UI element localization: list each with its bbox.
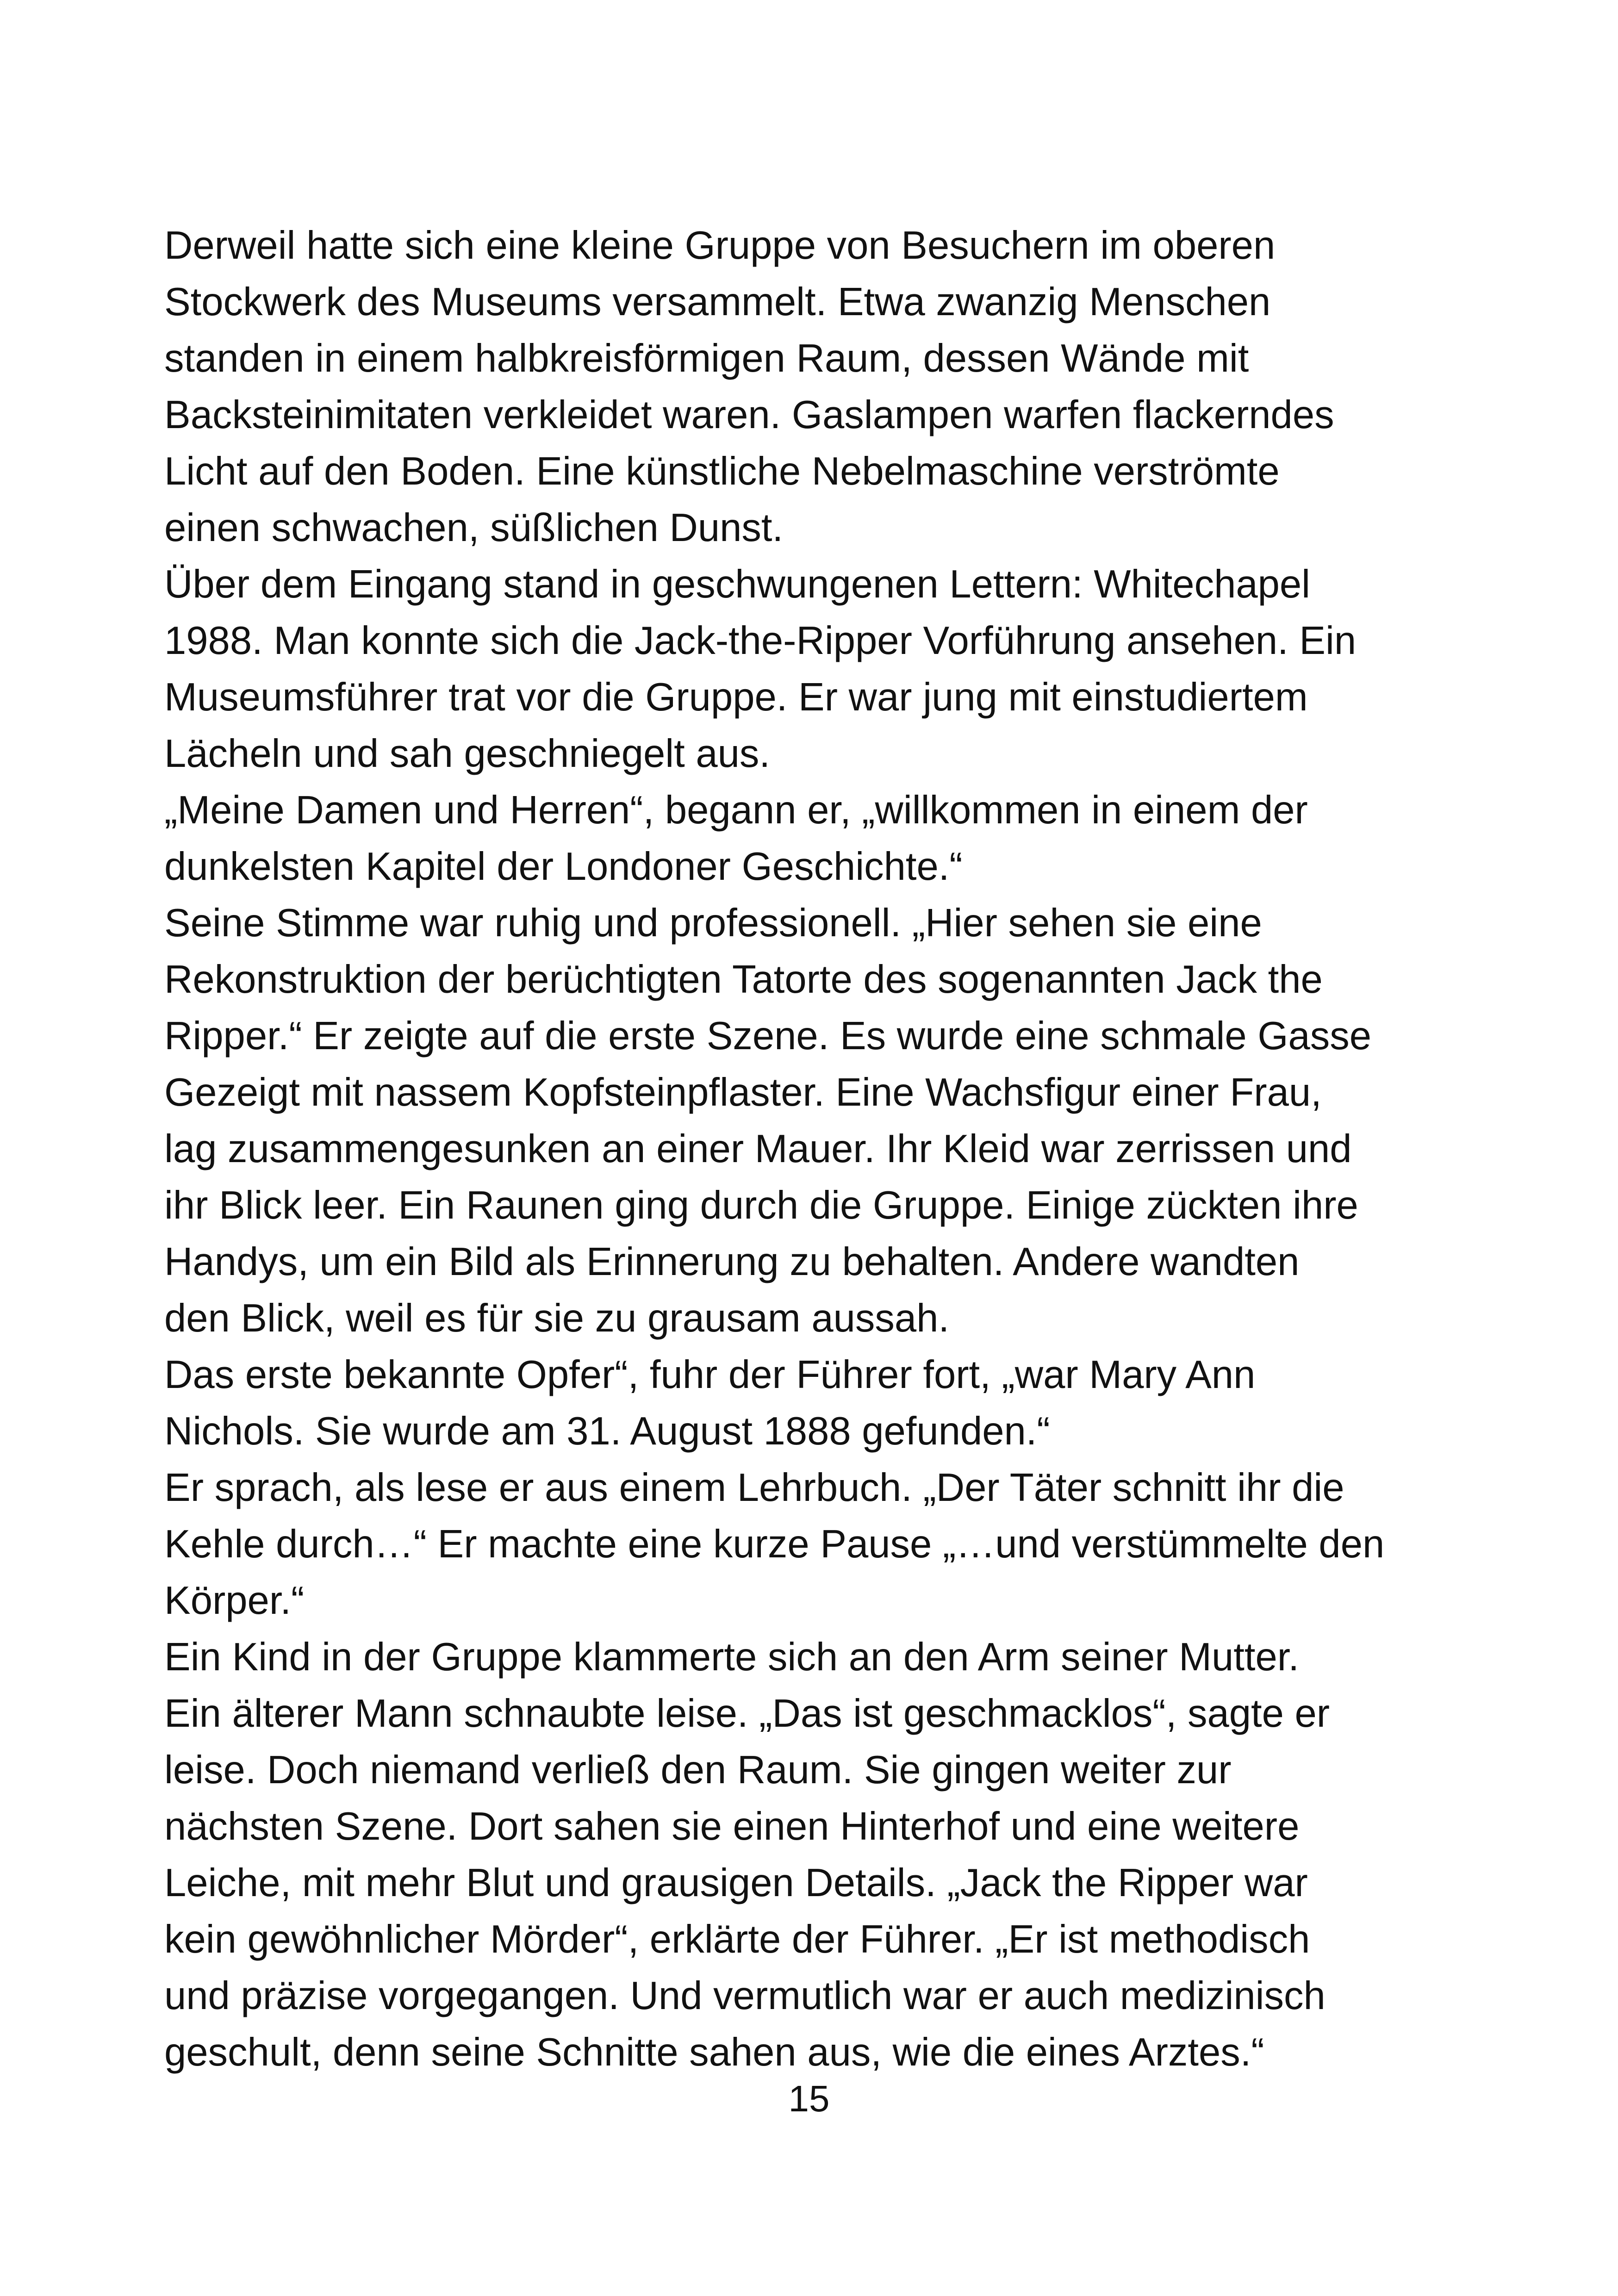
paragraph-3: „Meine Damen und Herren“, begann er, „willkommen in einem der dunkelsten Kapitel der Londoner Geschichte.“ [164, 788, 1308, 889]
page-number: 15 [788, 2078, 830, 2119]
paragraph-5: Das erste bekannte Opfer“, fuhr der Führer fort, „war Mary Ann Nichols. Sie wurde am 31. August 1888 gefunden.“ [164, 1353, 1256, 1453]
body-text [164, 218, 1488, 2081]
paragraph-6: Er sprach, als lese er aus einem Lehrbuch. „Der Täter schnitt ihr die Kehle durch…“ Er machte eine kurze Pause „…und verstümmelte den Körper.“ [164, 1466, 1385, 1623]
paragraph-1: Derweil hatte sich eine kleine Gruppe von Besuchern im oberen Stockwerk des Museums versammelt. Etwa zwanzig Menschen standen in einem halbkreisförmigen Raum, dessen Wände mit Backsteinimitaten verkleidet waren. Gaslampen warfen flackerndes Licht auf den Boden. Eine künstliche Nebelmaschine verströmte einen schwachen, süßlichen Dunst. [164, 224, 1334, 550]
paragraph-7: Ein Kind in der Gruppe klammerte sich an den Arm seiner Mutter. Ein älterer Mann schnaubte leise. „Das ist geschmacklos“, sagte er leise. Doch niemand verließ den Raum. Sie gingen weiter zur nächsten Szene. Dort sahen sie einen Hinterhof und eine weitere Leiche, mit mehr Blut und grausigen Details. „Jack the Ripper war kein gewöhnlicher Mörder“, erklärte der Führer. „Er ist methodisch und präzise vorgegangen. Und vermutlich war er auch medizinisch geschult, denn seine Schnitte sahen aus, wie die eines Arztes.“ [164, 1635, 1330, 2074]
paragraph-4: Seine Stimme war ruhig und professionell. „Hier sehen sie eine Rekonstruktion der berüchtigten Tatorte des sogenannten Jack the Ripper.“ Er zeigte auf die erste Szene. Es wurde eine schmale Gasse Gezeigt mit nassem Kopfsteinpflaster. Eine Wachsfigur einer Frau, lag zusammengesunken an einer Mauer. Ihr Kleid war zerrissen und ihr Blick leer. Ein Raunen ging durch die Gruppe. Einige zückten ihre Handys, um ein Bild als Erinnerung zu behalten. Andere wandten den Blick, weil es für sie zu grausam aussah. [164, 901, 1371, 1340]
paragraph-2: Über dem Eingang stand in geschwungenen Lettern: Whitechapel 1988. Man konnte sich die Jack-the-Ripper Vorführung ansehen. Ein Museumsführer trat vor die Gruppe. Er war jung mit einstudiertem Lächeln und sah geschniegelt aus. [164, 562, 1357, 776]
